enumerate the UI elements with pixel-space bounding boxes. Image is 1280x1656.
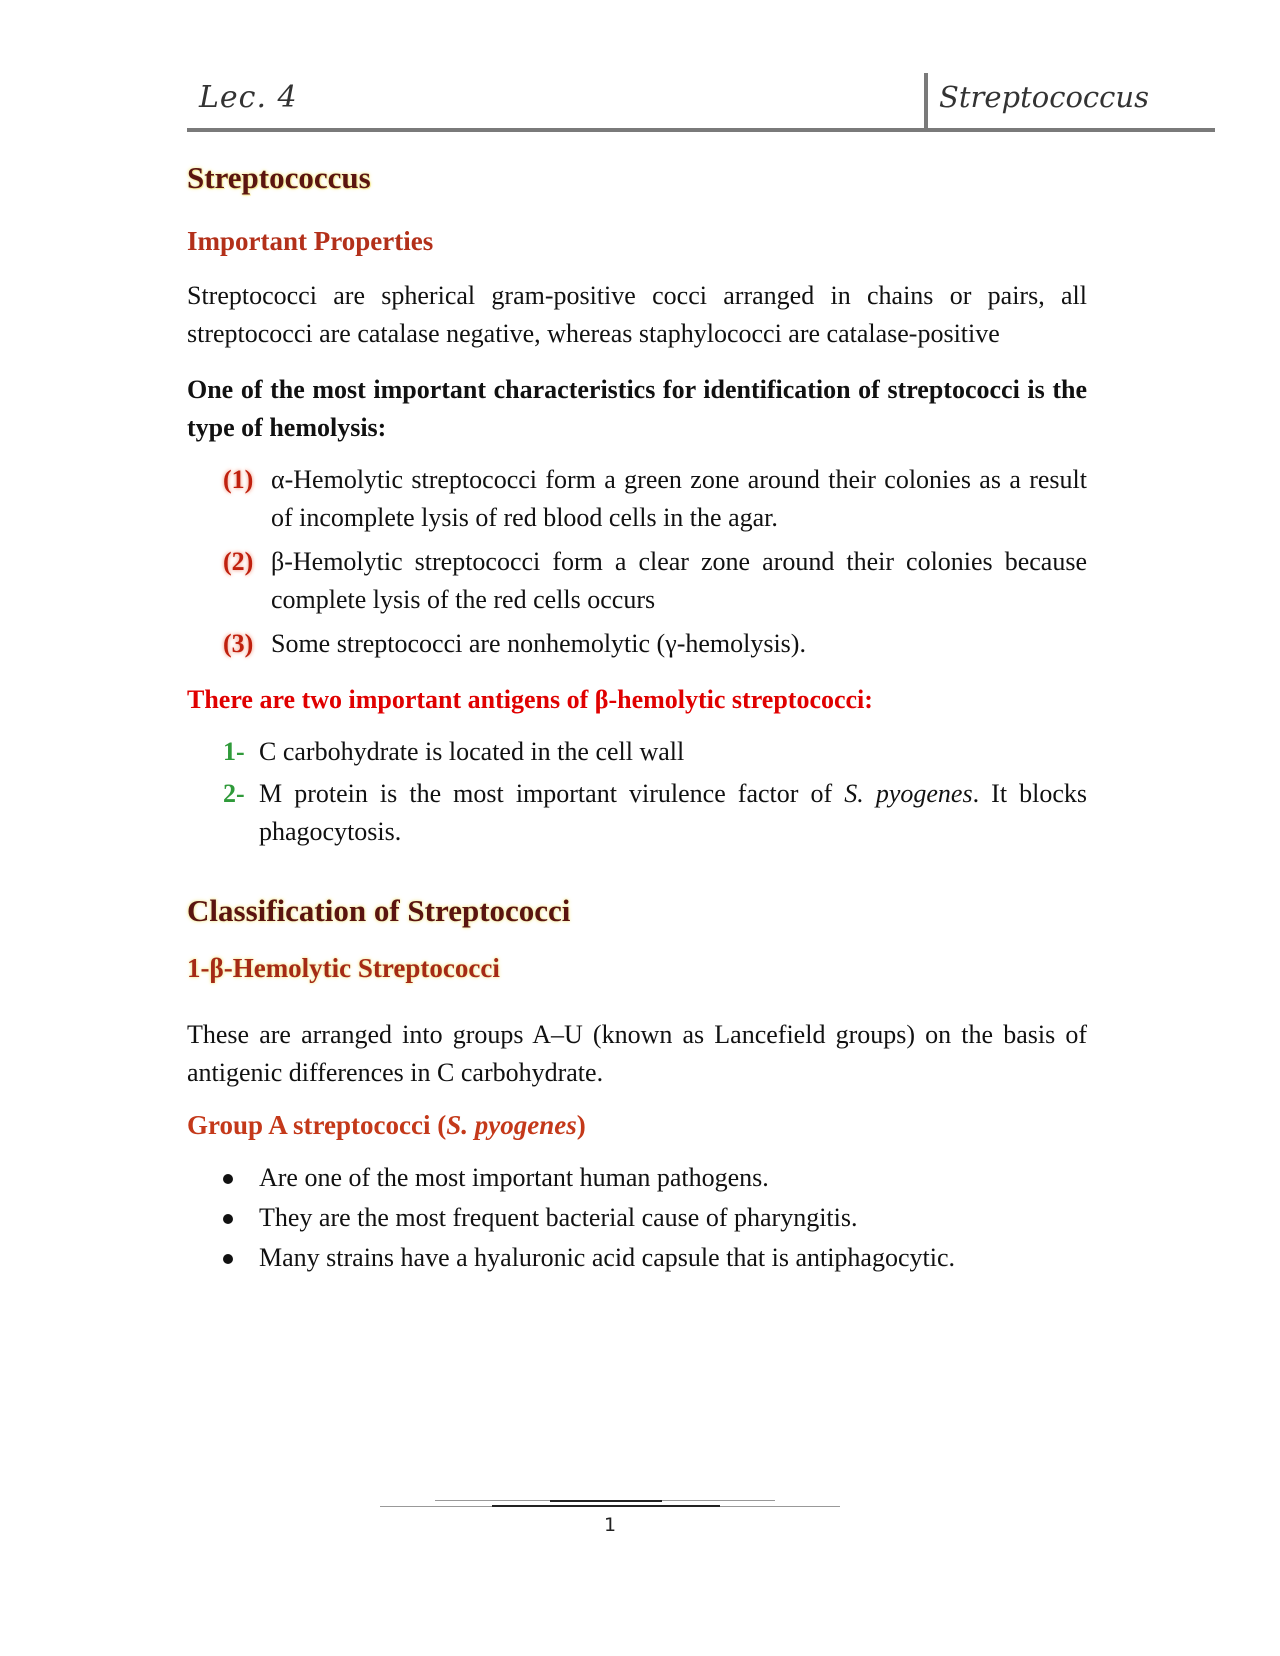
bullet-text: Are one of the most important human pathogens. — [259, 1163, 769, 1192]
page-number: 1 — [603, 1514, 617, 1536]
group-a-heading — [187, 1110, 1087, 1141]
antigens-heading: There are two important antigens of β-hemolytic streptococci: — [187, 685, 873, 714]
group-a-suffix: ) — [576, 1110, 586, 1140]
list-number: 1- — [223, 737, 245, 766]
classification-heading: Classification of Streptococci — [187, 893, 571, 928]
list-text: Some streptococci are nonhemolytic (γ-hemolysis). — [271, 629, 806, 658]
bullet-icon — [223, 1214, 233, 1224]
list-text: M protein is the most important virulence factor of — [259, 779, 845, 808]
list-number: 2- — [223, 779, 245, 808]
page-header — [187, 70, 1215, 132]
lecture-label: Lec. 4 — [199, 80, 298, 115]
list-number: (1) — [223, 465, 254, 494]
group-a-bullets — [223, 1159, 1087, 1277]
page-content — [187, 160, 1087, 1279]
lancefield-paragraph: These are arranged into groups A–U (known as Lancefield groups) on the basis of antigenic differences in C carbohydrate. — [187, 1020, 1087, 1087]
hemolysis-intro: One of the most important characteristics for identification of streptococci is the type of hemolysis: — [187, 375, 1087, 442]
list-item — [223, 461, 1087, 537]
antigens-list — [223, 733, 1087, 851]
list-item — [223, 775, 1087, 851]
list-number: (2) — [223, 547, 254, 576]
list-item — [223, 733, 1087, 771]
bullet-item — [223, 1239, 1087, 1277]
bullet-item — [223, 1159, 1087, 1197]
page-footer — [380, 1500, 840, 1560]
bullet-text: Many strains have a hyaluronic acid capsule that is antiphagocytic. — [259, 1243, 955, 1272]
beta-hemolytic-heading: 1-β-Hemolytic Streptococci — [187, 953, 500, 983]
footer-rule — [492, 1505, 720, 1507]
header-divider — [924, 73, 928, 129]
bullet-icon — [223, 1254, 233, 1264]
bullet-item — [223, 1199, 1087, 1237]
species-name: S. pyogenes — [844, 779, 973, 808]
list-number: (3) — [223, 629, 254, 658]
list-text-end: . It blocks phagocytosis. — [259, 779, 1088, 846]
list-item — [223, 625, 1087, 663]
intro-paragraph: Streptococci are spherical gram-positive cocci arranged in chains or pairs, all streptococci are catalase negative, whereas staphylococci are catalase-positive — [187, 281, 1087, 348]
group-a-prefix: Group A streptococci ( — [187, 1110, 447, 1140]
page-title: Streptococcus — [187, 160, 371, 195]
bullet-text: They are the most frequent bacterial cause of pharyngitis. — [259, 1203, 858, 1232]
species-name: S. pyogenes — [446, 1110, 577, 1140]
important-properties-heading: Important Properties — [187, 226, 434, 256]
list-text: C carbohydrate is located in the cell wall — [259, 737, 685, 766]
list-text: β-Hemolytic streptococci form a clear zone around their colonies because complete lysis of the red cells occurs — [271, 547, 1087, 614]
header-rule — [187, 128, 1215, 132]
hemolysis-list — [223, 461, 1087, 663]
header-topic: Streptococcus — [939, 80, 1149, 114]
bullet-icon — [223, 1174, 233, 1184]
footer-rule — [550, 1500, 662, 1502]
list-item — [223, 543, 1087, 619]
list-text: α-Hemolytic streptococci form a green zone around their colonies as a result of incomplete lysis of red blood cells in the agar. — [271, 465, 1087, 532]
